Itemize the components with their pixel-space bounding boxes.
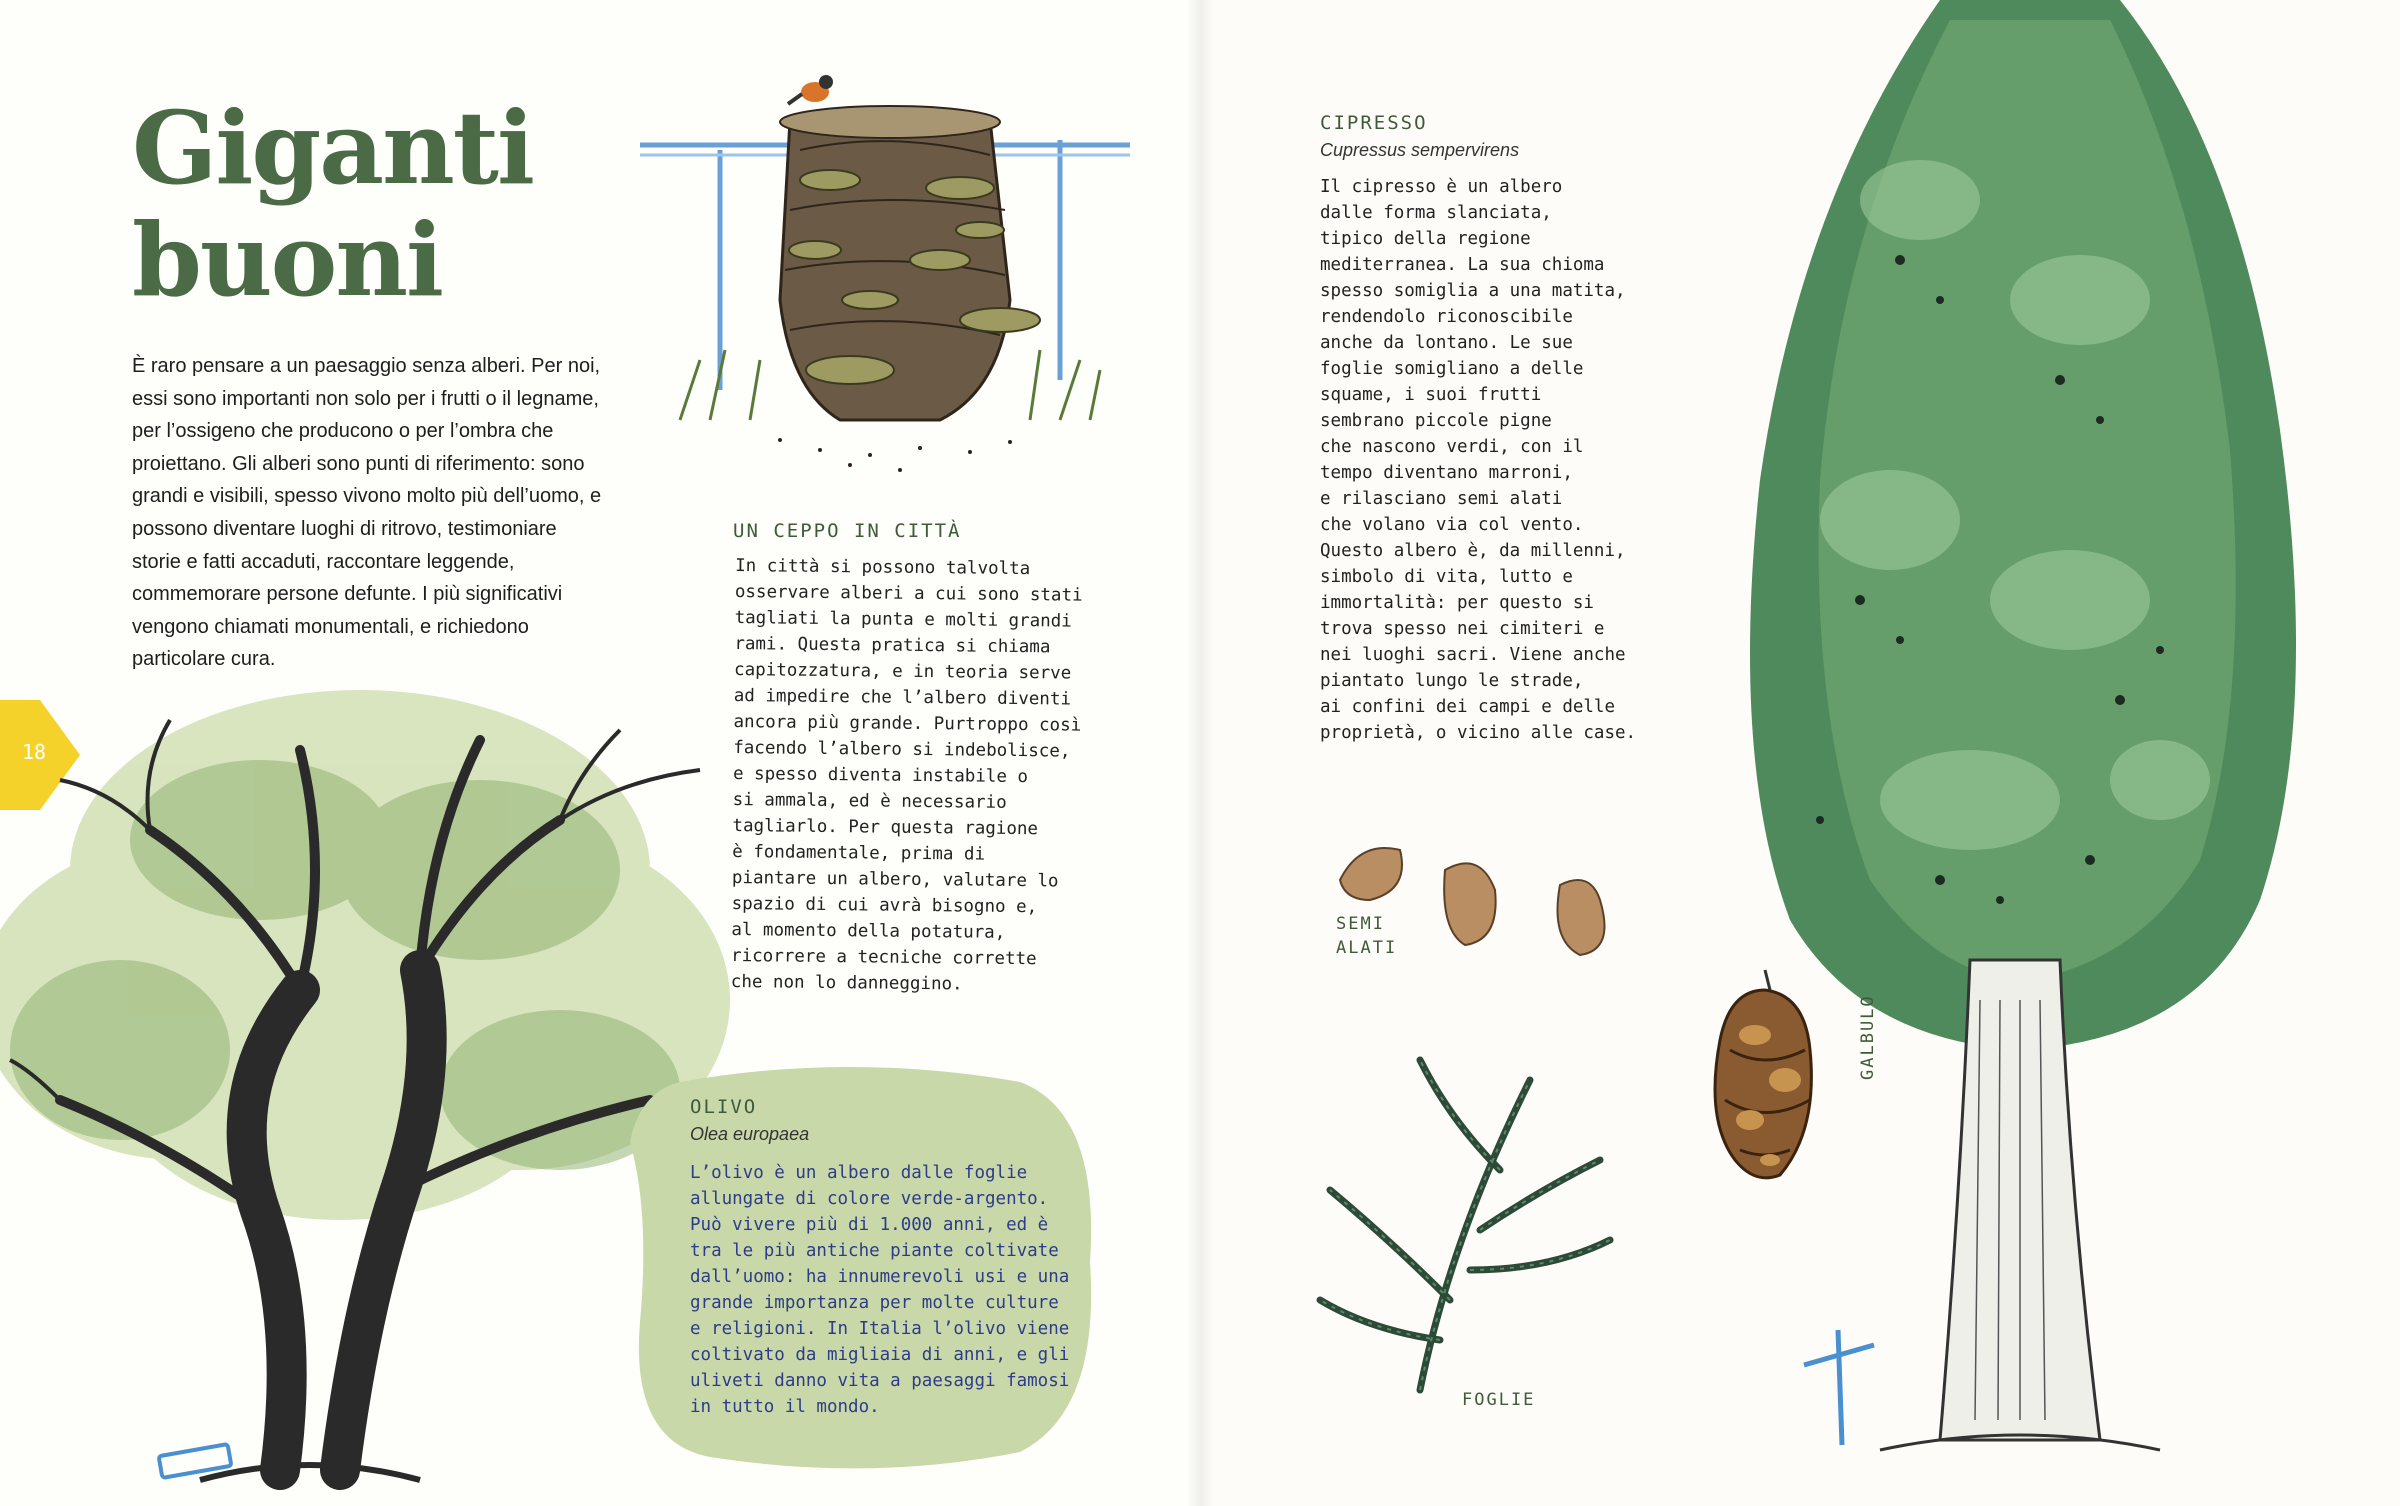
book-gutter [1186,0,1214,1506]
cypress-cone-illustration [1700,960,1830,1190]
cypress-tree-illustration [1640,0,2400,1506]
cipresso-heading: CIPRESSO [1320,112,1428,134]
blue-cross-icon [1800,1320,1880,1450]
title-line-2: buoni [132,201,443,319]
cipresso-latin-name: Cupressus sempervirens [1320,140,1520,160]
ceppo-text: In città si possono talvolta osservare alberi a cui sono stati tagliati la punta e molti grandi rami. Questa pratica si chiama capitozzatura, e in teoria serve ad impedire che l’albero diventi ancora più grande. Purtroppo così facendo l’albero si indebolisce, e spesso diventa instabile o si ammala, ed è necessario tagliarlo. Per questa ragione è fondamentale, prima di piantare un albero, valutare lo spazio di cui avrà bisogno e, al momento della potatura, ricorrere a tecniche corrette che non lo danneggino. [730,556,1083,995]
semi-alati-label: SEMI ALATI [1336,914,1398,958]
bird-icon [788,75,833,104]
title-line-1: Giganti [132,89,533,207]
olivo-text: L’olivo è un albero dalle foglie allungate di colore verde-argento. Può vivere più di 1.000 anni, ed è tra le più antiche piante coltivate dall’uomo: ha innumerevoli usi e una grande importanza per molte culture e religioni. In Italia l’olivo viene coltivato da migliaia di anni, e gli uliveti danno vita a paesaggi famosi in tutto il mondo. [690,1163,1070,1417]
olivo-heading: OLIVO [690,1096,758,1118]
tree-stump-illustration [640,60,1140,520]
ceppo-heading: UN CEPPO IN CITTÀ [733,520,962,542]
cypress-foliage-illustration [1310,1040,1630,1400]
olivo-latin-name: Olea europaea [690,1124,810,1144]
galbulo-label: GALBULO [1858,994,1878,1080]
cipresso-text: Il cipresso è un albero dalle forma slanciata, tipico della regione mediterranea. La sua chioma spesso somiglia a una matita, rendendolo riconoscibile anche da lontano. Le sue foglie somigliano a delle squame, i suoi frutti sembrano piccole pigne che nascono verdi, con il tempo diventano marroni, e rilasciano semi alati che volano via col vento. Questo albero è, da millenni, simbolo di vita, lutto e immortalità: per questo si trova spesso nei cimiteri e nei luoghi sacri. Viene anche piantato lungo le strade, ai confini dei campi e delle proprietà, o vicino alle case. [1320,177,1637,743]
foglie-label: FOGLIE [1462,1390,1536,1410]
page-title [132,89,533,319]
intro-paragraph: È raro pensare a un paesaggio senza alberi. Per noi, essi sono importanti non solo per i frutti o il legname, per l’ossigeno che producono o per l’ombra che proiettano. Gli alberi sono punti di riferimento: sono grandi e visibili, spesso vivono molto più dell’uomo, e possono diventare luoghi di ritrovo, testimoniare storie e fatti accaduti, raccontare leggende, commemorare persone defunte. I più significativi vengono chiamati monumentali, e richiedono particolare cura. [132,355,602,671]
page-number: 18 [22,740,47,764]
